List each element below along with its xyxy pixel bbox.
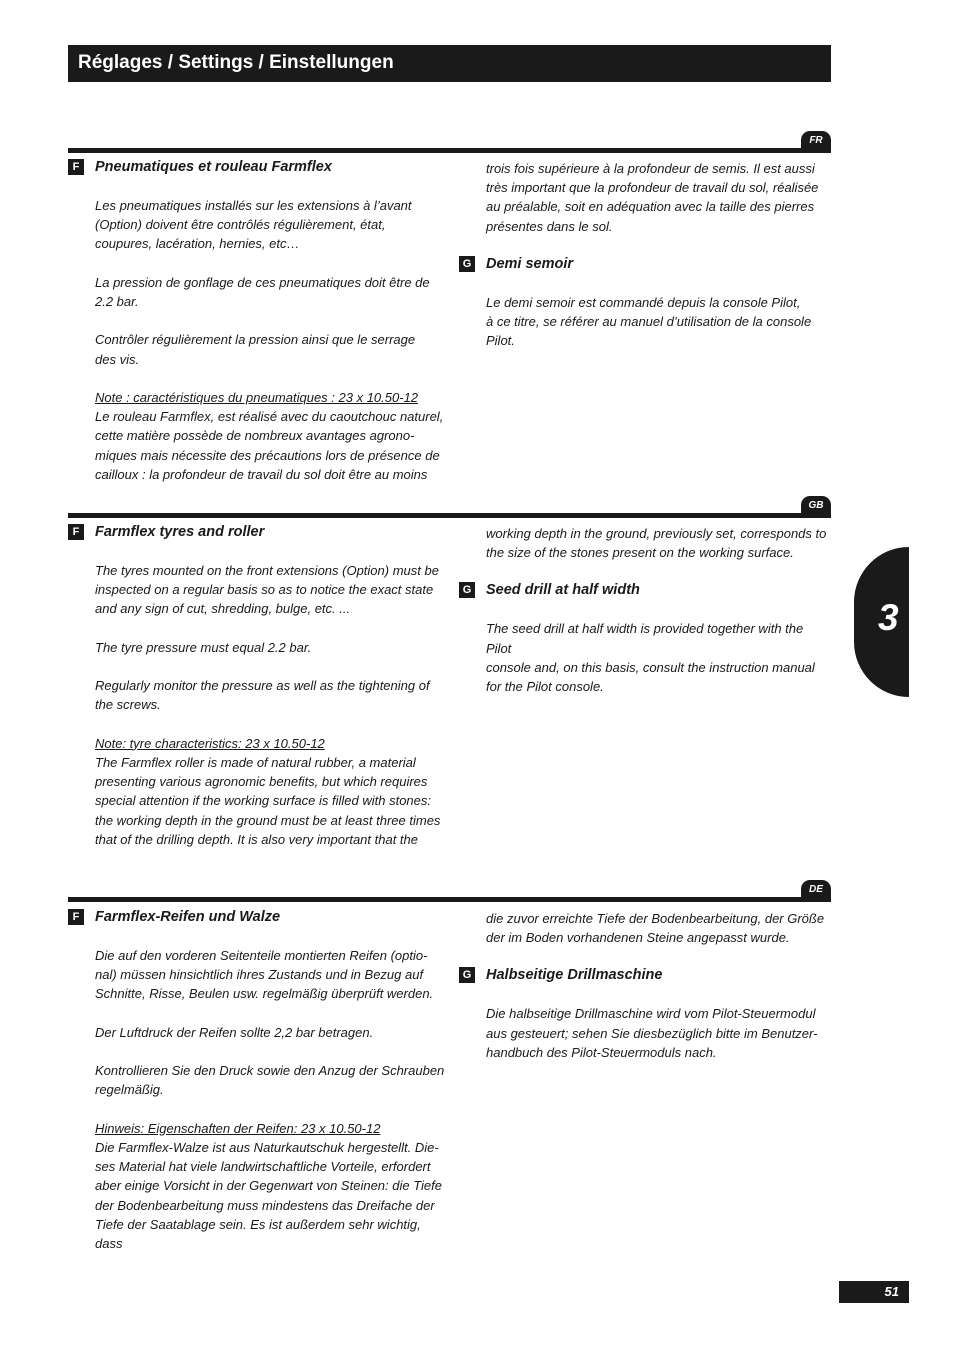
fr-note	[95, 388, 445, 484]
fr-heading-tyres-text: Pneumatiques et rouleau Farmflex	[95, 159, 332, 175]
de-heading-tyres	[72, 908, 445, 927]
page-title: Réglages / Settings / Einstellungen	[78, 52, 394, 73]
de-marker-g: G	[459, 967, 475, 983]
gb-heading-half-drill	[462, 581, 831, 600]
de-continuation: die zuvor erreichte Tiefe der Bodenbearbeitung, der Größe der im Boden vorhandenen Steine angepasst wurde.	[486, 911, 825, 946]
de-marker-f: F	[68, 909, 84, 925]
fr-left-column	[72, 158, 445, 484]
gb-continuation: working depth in the ground, previously set, corresponds to the size of the stones present on the working surface.	[486, 526, 827, 561]
gb-left-column	[72, 523, 445, 849]
gb-note	[95, 734, 445, 849]
section-rule	[68, 513, 831, 518]
de-heading-half-drill-text: Halbseitige Drillmaschine	[486, 967, 663, 984]
de-paragraph-2: Der Luftdruck der Reifen sollte 2,2 bar betragen.	[95, 1024, 374, 1040]
page-number: 51	[884, 1284, 899, 1299]
de-left-column	[72, 908, 445, 1253]
de-heading-tyres-text: Farmflex-Reifen und Walze	[95, 909, 281, 925]
gb-half-drill-body: The seed drill at half width is provided together with the Pilot console and, on this basis, consult the instruction manual for the Pilot console.	[486, 621, 815, 695]
de-heading-half-drill	[462, 966, 831, 985]
section-rule	[68, 897, 831, 902]
de-right-column	[462, 909, 831, 1062]
gb-paragraph-2: The tyre pressure must equal 2.2 bar.	[95, 639, 312, 655]
de-note	[95, 1119, 445, 1253]
gb-heading-tyres-text: Farmflex tyres and roller	[95, 524, 265, 540]
gb-paragraph-1: The tyres mounted on the front extensions (Option) must be inspected on a regular basis so as to notice the exact state and any sign of cut, shredding, bulge, etc. ...	[95, 563, 439, 617]
de-half-drill-body: Die halbseitige Drillmaschine wird vom Pilot-Steuermodul aus gesteuert; sehen Sie diesbezüglich bitte im Benutzer- handbuch des Pilot-Steuermoduls nach.	[486, 1006, 818, 1060]
de-paragraph-3: Kontrollieren Sie den Druck sowie den Anzug der Schrauben regelmäßig.	[95, 1063, 445, 1098]
fr-marker-g: G	[459, 256, 475, 272]
language-tab-fr: FR	[801, 131, 831, 150]
section-rule	[68, 148, 831, 153]
fr-heading-tyres	[72, 158, 445, 177]
gb-heading-tyres	[72, 523, 445, 542]
de-note-label: Hinweis: Eigenschaften der Reifen: 23 x 10.50-12	[95, 1120, 381, 1136]
de-note-body: Die Farmflex-Walze ist aus Naturkautschuk hergestellt. Die- ses Material hat viele landwirtschaftliche Vorteile, erfordert aber einige Vorsicht in der Gegenwart von Steinen: die Tiefe der Bodenbearbeitung muss mindestens das Dreifache der Tiefe der Saatablage sein. Es ist außerdem sehr wichtig, dass	[95, 1139, 442, 1251]
gb-marker-f: F	[68, 524, 84, 540]
gb-marker-g: G	[459, 582, 475, 598]
fr-heading-half-drill	[462, 255, 831, 274]
language-tab-gb: GB	[801, 496, 831, 515]
de-paragraph-1: Die auf den vorderen Seitenteile montierten Reifen (optio- nal) müssen hinsichtlich ihres Zustands und in Bezug auf Schnitte, Risse, Beulen usw. regelmäßig überprüft werden.	[95, 948, 434, 1002]
gb-note-label: Note: tyre characteristics: 23 x 10.50-12	[95, 735, 325, 751]
gb-note-body: The Farmflex roller is made of natural rubber, a material presenting various agronomic benefits, but which requires special attention if the working surface is filled with stones: the working depth in the ground must be at least three times that of the drilling depth. It is also very important that the	[95, 754, 441, 847]
fr-marker-f: F	[68, 159, 84, 175]
fr-paragraph-1: Les pneumatiques installés sur les extensions à l’avant (Option) doivent être contrôlés régulièrement, état, coupures, lacération, hernies, etc…	[95, 198, 412, 252]
page-header	[68, 45, 831, 82]
gb-right-column	[462, 524, 831, 696]
fr-note-body: Le rouleau Farmflex, est réalisé avec du caoutchouc naturel, cette matière possède de nombreux avantages agrono- miques mais nécessite des précautions lors de présence de cailloux : la profondeur de travail du sol doit être au moins	[95, 409, 444, 482]
fr-half-drill-body: Le demi semoir est commandé depuis la console Pilot, à ce titre, se référer au manuel d’utilisation de la console Pilot.	[486, 294, 812, 349]
gb-heading-half-drill-text: Seed drill at half width	[486, 582, 640, 599]
page-number-box	[839, 1281, 909, 1303]
fr-continuation: trois fois supérieure à la profondeur de semis. Il est aussi très important que la profondeur de travail du sol, réalisée au préalable, soit en adéquation avec la taille des pierres présentes dans le sol.	[486, 161, 819, 234]
fr-note-label: Note : caractéristiques du pneumatiques : 23 x 10.50-12	[95, 389, 419, 405]
chapter-number: 3	[878, 597, 899, 638]
fr-paragraph-2: La pression de gonflage de ces pneumatiques doit être de 2.2 bar.	[95, 274, 430, 309]
fr-right-column	[462, 159, 831, 350]
gb-paragraph-3: Regularly monitor the pressure as well as the tightening of the screws.	[95, 678, 430, 713]
chapter-tab	[854, 547, 909, 697]
language-tab-de: DE	[801, 880, 831, 899]
fr-paragraph-3: Contrôler régulièrement la pression ainsi que le serrage des vis.	[95, 332, 416, 367]
fr-heading-half-drill-text: Demi semoir	[486, 255, 574, 272]
